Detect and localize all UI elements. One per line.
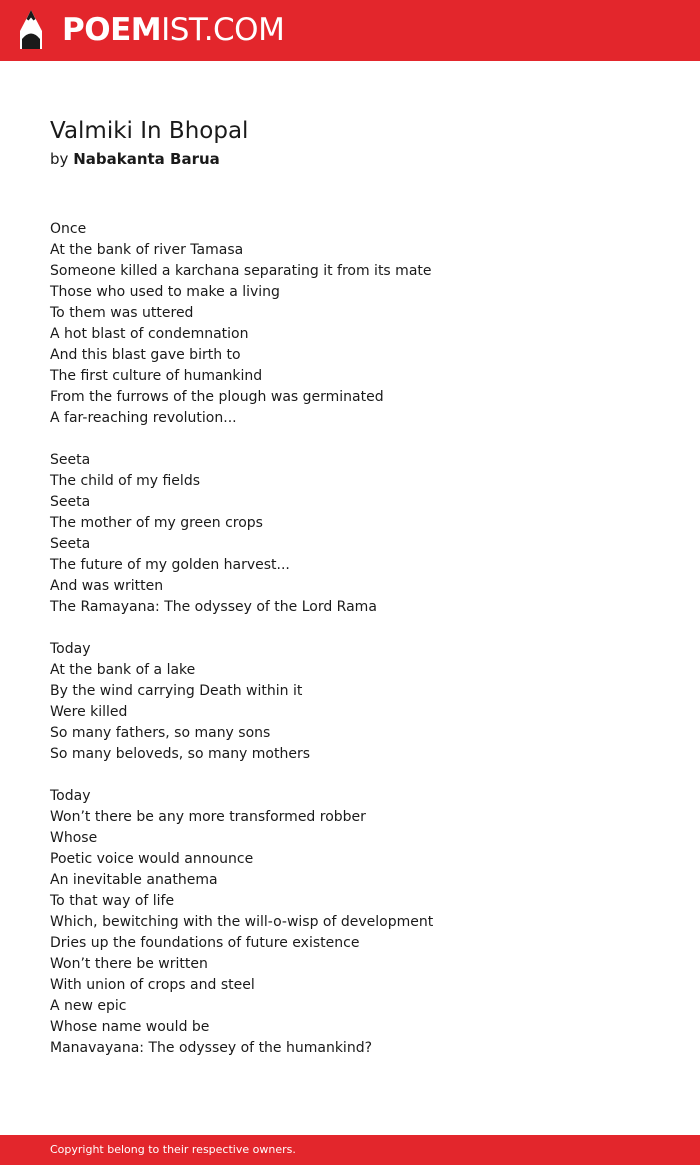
by-label: by xyxy=(50,150,69,168)
poem-line: Today xyxy=(50,788,91,804)
poem-line: And this blast gave birth to xyxy=(50,347,241,363)
poem-line: Someone killed a karchana separating it from its mate xyxy=(50,263,432,279)
poem-line: An inevitable anathema xyxy=(50,872,218,888)
poem-line: The first culture of humankind xyxy=(50,368,263,384)
poem-title: Valmiki In Bhopal xyxy=(50,118,249,144)
poem-line: Won’t there be any more transformed robber xyxy=(50,809,366,825)
poem-line: Dries up the foundations of future existence xyxy=(50,935,360,951)
poem-line: A far-reaching revolution... xyxy=(50,410,237,426)
author-name: Nabakanta Barua xyxy=(73,150,220,168)
poem-line: Whose xyxy=(50,830,98,846)
poem-line: The child of my fields xyxy=(50,473,200,489)
poem-line: Seeta xyxy=(50,452,91,468)
poem-body xyxy=(50,219,650,1080)
poem-line: Whose name would be xyxy=(50,1019,210,1035)
poem-line: Once xyxy=(50,221,87,237)
poem-line: So many beloveds, so many mothers xyxy=(50,746,311,762)
copyright-notice: Copyright belong to their respective owners. xyxy=(50,1143,296,1156)
site-footer xyxy=(0,1135,700,1165)
poem-line: Today xyxy=(50,641,91,657)
poem-line: Poetic voice would announce xyxy=(50,851,254,867)
poem-line: With union of crops and steel xyxy=(50,977,255,993)
logo-bold-text: POEM xyxy=(62,12,162,48)
stanza xyxy=(50,786,650,1059)
site-logo[interactable] xyxy=(62,12,284,48)
poem-line: To them was uttered xyxy=(50,305,194,321)
stanza xyxy=(50,219,650,429)
poem-line: Seeta xyxy=(50,536,91,552)
poem-line: And was written xyxy=(50,578,164,594)
poem-line: To that way of life xyxy=(50,893,175,909)
poem-line: Which, bewitching with the will-o-wisp of development xyxy=(50,914,434,930)
poem-line: The mother of my green crops xyxy=(50,515,263,531)
stanza xyxy=(50,450,650,618)
poem-line: Those who used to make a living xyxy=(50,284,280,300)
poem-line: So many fathers, so many sons xyxy=(50,725,271,741)
poem-line: Won’t there be written xyxy=(50,956,208,972)
poem-line: A new epic xyxy=(50,998,127,1014)
poem-line: A hot blast of condemnation xyxy=(50,326,249,342)
poem-line: At the bank of river Tamasa xyxy=(50,242,244,258)
pencil-tip-icon xyxy=(18,9,44,51)
poem-line: Seeta xyxy=(50,494,91,510)
poem-line: Were killed xyxy=(50,704,128,720)
byline xyxy=(50,148,220,170)
stanza xyxy=(50,639,650,765)
poem-line: Manavayana: The odyssey of the humankind? xyxy=(50,1040,373,1056)
logo-light-text: IST.COM xyxy=(161,12,285,48)
poem-line: By the wind carrying Death within it xyxy=(50,683,303,699)
poem-line: The future of my golden harvest... xyxy=(50,557,290,573)
poem-line: The Ramayana: The odyssey of the Lord Rama xyxy=(50,599,377,615)
site-header xyxy=(0,0,700,61)
poem-line: At the bank of a lake xyxy=(50,662,196,678)
poem-line: From the furrows of the plough was germinated xyxy=(50,389,384,405)
